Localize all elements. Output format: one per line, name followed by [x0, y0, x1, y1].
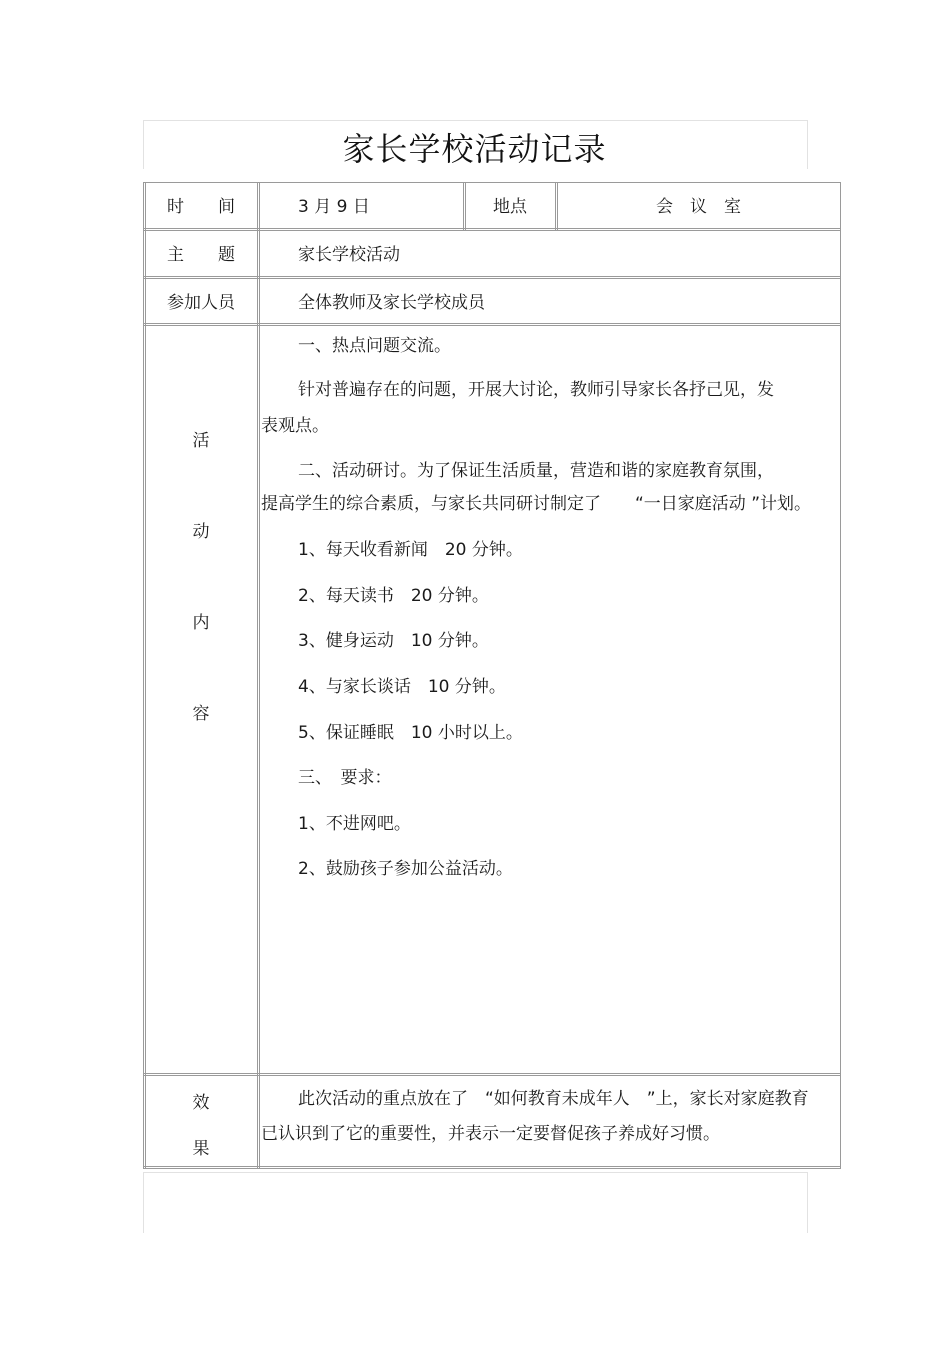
- place-value: 会 议 室: [656, 197, 741, 217]
- table-border-right: [840, 182, 841, 1169]
- attendees-value: 全体教师及家长学校成员: [298, 293, 485, 313]
- effect-label-char: 果: [192, 1139, 210, 1159]
- document-title: 家长学校活动记录: [342, 130, 607, 168]
- content-label-char: 内: [192, 613, 210, 633]
- effect-line: 此次活动的重点放在了 “如何教育未成年人 ”上，家长对家庭教育: [298, 1089, 809, 1109]
- effect-label-char: 效: [192, 1093, 210, 1113]
- row-divider: [144, 228, 841, 231]
- content-line: 1、每天收看新闻 20 分钟。: [298, 540, 523, 560]
- content-line: 二、活动研讨。为了保证生活质量，营造和谐的家庭教育氛围，: [298, 461, 774, 481]
- content-line: 2、鼓励孩子参加公益活动。: [298, 859, 513, 879]
- content-line: 3、健身运动 10 分钟。: [298, 631, 489, 651]
- content-label-char: 活: [192, 431, 210, 451]
- time-value: 3 月 9 日: [298, 197, 370, 217]
- table-border-bottom: [144, 1166, 841, 1169]
- row-divider: [144, 276, 841, 279]
- table-border-top: [144, 182, 841, 183]
- page-frame-bottom: [143, 1172, 808, 1233]
- table-border-left: [143, 182, 146, 1169]
- content-label-char: 动: [192, 522, 210, 542]
- content-line: 5、保证睡眠 10 小时以上。: [298, 723, 523, 743]
- column-divider: [257, 182, 260, 1169]
- content-line: 1、不进网吧。: [298, 814, 411, 834]
- content-label-char: 容: [192, 704, 210, 724]
- content-line: 一、热点问题交流。: [298, 336, 451, 356]
- time-label: 时 间: [167, 197, 235, 217]
- content-line: 提高学生的综合素质，与家长共同研讨制定了 “一日家庭活动 ”计划。: [261, 494, 812, 514]
- content-line: 2、每天读书 20 分钟。: [298, 586, 489, 606]
- content-line: 三、 要求：: [298, 768, 392, 788]
- content-line: 针对普遍存在的问题，开展大讨论，教师引导家长各抒己见，发: [298, 380, 774, 400]
- topic-label: 主 题: [167, 245, 235, 265]
- row-divider: [144, 323, 841, 326]
- place-label: 地点: [493, 197, 527, 217]
- content-line: 表观点。: [261, 416, 329, 436]
- topic-value: 家长学校活动: [298, 245, 400, 265]
- content-line: 4、与家长谈话 10 分钟。: [298, 677, 506, 697]
- row-divider: [144, 1073, 841, 1076]
- effect-line: 已认识到了它的重要性，并表示一定要督促孩子养成好习惯。: [261, 1124, 720, 1144]
- attendees-label: 参加人员: [167, 293, 235, 313]
